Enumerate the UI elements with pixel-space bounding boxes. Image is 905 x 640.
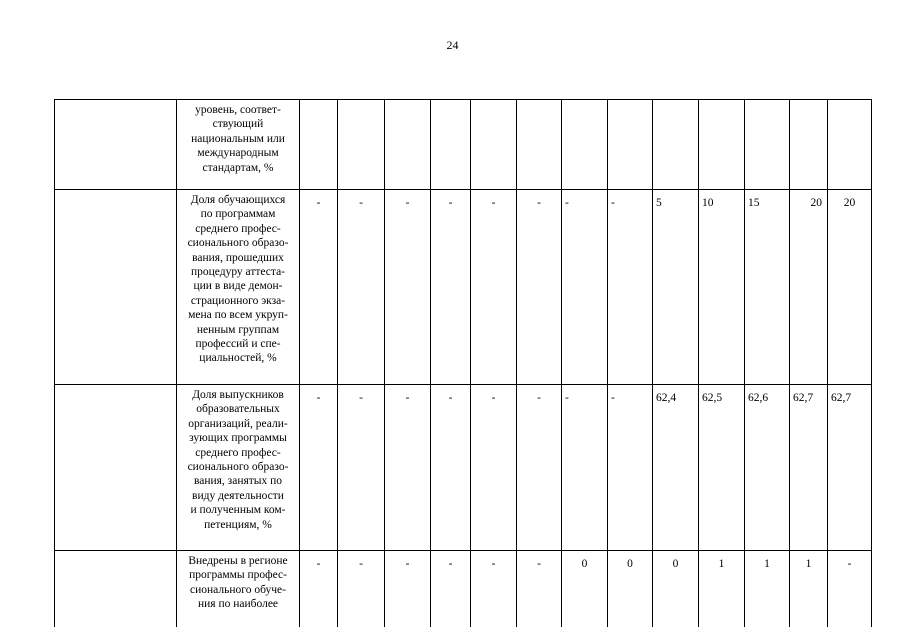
value-cell — [562, 100, 608, 190]
value-cell: - — [471, 551, 517, 628]
value-cell: - — [385, 190, 431, 385]
table-row — [55, 190, 872, 385]
value-cell — [338, 100, 385, 190]
section-cell — [55, 190, 177, 385]
value-cell: - — [608, 385, 653, 551]
value-cell: 10 — [699, 190, 745, 385]
value-cell: 1 — [790, 551, 828, 628]
value-cell: - — [338, 190, 385, 385]
table-row — [55, 385, 872, 551]
value-cell: - — [431, 551, 471, 628]
value-cell: - — [431, 385, 471, 551]
value-cell: - — [385, 385, 431, 551]
indicator-description: Внедрены в регионе программы профес- сионального обуче- ния по наиболее — [177, 551, 300, 628]
value-cell: - — [338, 385, 385, 551]
value-cell: - — [517, 551, 562, 628]
value-cell: 0 — [608, 551, 653, 628]
value-cell: 62,6 — [745, 385, 790, 551]
table-row — [55, 100, 872, 190]
value-cell: - — [300, 551, 338, 628]
value-cell: - — [300, 385, 338, 551]
value-cell: - — [562, 385, 608, 551]
value-cell: 62,7 — [790, 385, 828, 551]
value-cell: 62,7 — [828, 385, 872, 551]
value-cell: 62,4 — [653, 385, 699, 551]
value-cell — [699, 100, 745, 190]
value-cell: 5 — [653, 190, 699, 385]
section-cell — [55, 100, 177, 190]
value-cell: 20 — [790, 190, 828, 385]
value-cell — [828, 100, 872, 190]
value-cell — [790, 100, 828, 190]
value-cell: - — [385, 551, 431, 628]
value-cell: 15 — [745, 190, 790, 385]
indicator-description: уровень, соответ- ствующий национальным или международным стандартам, % — [177, 100, 300, 190]
section-cell — [55, 385, 177, 551]
value-cell: - — [431, 190, 471, 385]
value-cell: - — [517, 190, 562, 385]
indicator-description: Доля выпускников образовательных организаций, реали- зующих программы среднего профес- сионального образо- вания, занятых по виду деятельности и полученным ком- петенциям, % — [177, 385, 300, 551]
value-cell — [471, 100, 517, 190]
value-cell — [300, 100, 338, 190]
section-cell — [55, 551, 177, 628]
value-cell — [745, 100, 790, 190]
value-cell: 1 — [745, 551, 790, 628]
value-cell: - — [517, 385, 562, 551]
value-cell — [385, 100, 431, 190]
value-cell — [431, 100, 471, 190]
value-cell — [608, 100, 653, 190]
value-cell: - — [828, 551, 872, 628]
page-number: 24 — [446, 38, 459, 52]
table-row — [55, 551, 872, 628]
indicator-description: Доля обучающихся по программам среднего профес- сионального образо- вания, прошедших процедуру аттеста- ции в виде демон- страционного экза- мена по всем укруп- ненным группам профессий и спе- циальностей, % — [177, 190, 300, 385]
value-cell — [517, 100, 562, 190]
value-cell: 0 — [562, 551, 608, 628]
value-cell: - — [300, 190, 338, 385]
value-cell: - — [608, 190, 653, 385]
value-cell: - — [338, 551, 385, 628]
value-cell: 0 — [653, 551, 699, 628]
value-cell: - — [471, 190, 517, 385]
value-cell — [653, 100, 699, 190]
value-cell: 62,5 — [699, 385, 745, 551]
value-cell: - — [562, 190, 608, 385]
value-cell: - — [471, 385, 517, 551]
value-cell: 20 — [828, 190, 872, 385]
indicators-table — [54, 99, 872, 627]
value-cell: 1 — [699, 551, 745, 628]
